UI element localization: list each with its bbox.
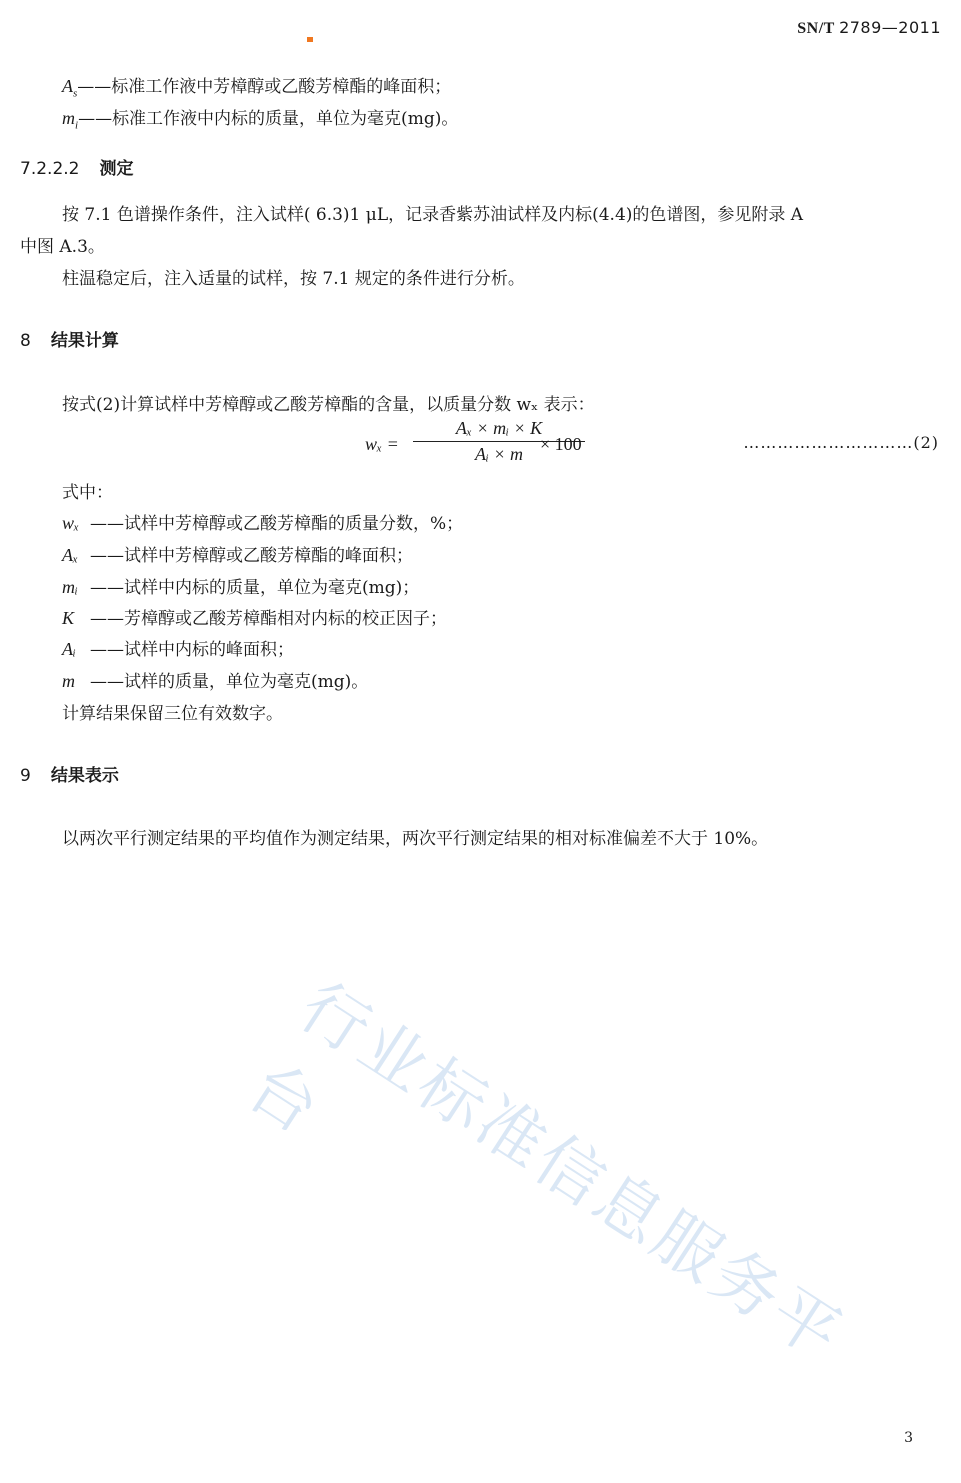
heading-7222 <box>20 154 133 179</box>
heading-9 <box>20 761 119 786</box>
result-note: 计算结果保留三位有效数字。 <box>62 704 283 724</box>
heading-number: 9 <box>20 766 31 786</box>
def-row <box>62 509 463 534</box>
sym-as: $A_s$ <box>62 76 78 100</box>
def-symbol: Aᵢ <box>62 639 76 659</box>
def-top-as <box>62 72 451 100</box>
heading-title: 结果计算 <box>50 331 119 351</box>
def-text: ——试样的质量，单位为毫克(mg)。 <box>90 672 369 692</box>
watermark: 行业标准信息服务平台 <box>234 967 857 1376</box>
orange-marker <box>307 37 313 42</box>
paragraph: 按式(2)计算试样中芳樟醇或乙酸芳樟酯的含量，以质量分数 wₓ 表示： <box>62 395 595 415</box>
code-prefix: SN/T <box>797 20 835 37</box>
def-row <box>62 573 419 598</box>
def-text: ——标准工作液中内标的质量，单位为毫克(mg)。 <box>78 109 459 129</box>
heading-number: 7.2.2.2 <box>20 159 80 179</box>
def-text: ——试样中内标的峰面积； <box>90 640 294 660</box>
where-label: 式中： <box>62 483 113 503</box>
heading-8 <box>20 326 119 351</box>
def-symbol: wₓ <box>62 513 80 533</box>
heading-title: 测定 <box>99 159 134 179</box>
def-text: ——标准工作液中芳樟醇或乙酸芳樟酯的峰面积； <box>77 77 452 97</box>
def-symbol: Aₓ <box>62 545 79 565</box>
heading-title: 结果表示 <box>50 766 119 786</box>
formula-lhs: wₓ = <box>365 434 399 454</box>
def-symbol: m <box>62 671 75 691</box>
heading-number: 8 <box>20 331 31 351</box>
def-text: ——芳樟醇或乙酸芳樟酯相对内标的校正因子； <box>90 609 447 629</box>
def-symbol: K <box>62 608 75 628</box>
paragraph-line: 按 7.1 色谱操作条件，注入试样( 6.3)1 μL，记录香紫苏油试样及内标(4.4)的色谱图，参见附录 A <box>62 205 804 225</box>
def-row <box>62 604 447 629</box>
formula-denominator: Aᵢ × m <box>475 444 523 464</box>
def-row <box>62 541 413 566</box>
formula-numerator: Aₓ × mᵢ × K <box>413 418 585 442</box>
paragraph-line: 中图 A.3。 <box>20 237 105 257</box>
page-number: 3 <box>904 1430 913 1446</box>
code-number: 2789—2011 <box>839 18 941 37</box>
def-row <box>62 635 294 660</box>
def-text: ——试样中芳樟醇或乙酸芳樟酯的峰面积； <box>90 546 413 566</box>
paragraph: 柱温稳定后，注入适量的试样，按 7.1 规定的条件进行分析。 <box>62 269 525 289</box>
equation-number: …………………………(2) <box>743 433 939 452</box>
sym-mi: $m_i$ <box>62 108 79 132</box>
paragraph: 以两次平行测定结果的平均值作为测定结果，两次平行测定结果的相对标准偏差不大于 10%。 <box>62 829 769 849</box>
def-row <box>62 667 368 692</box>
formula-tail: × 100 <box>540 434 582 454</box>
def-symbol: mᵢ <box>62 577 78 597</box>
def-text: ——试样中内标的质量，单位为毫克(mg)； <box>90 578 420 598</box>
def-text: ——试样中芳樟醇或乙酸芳樟酯的质量分数，%； <box>90 514 464 534</box>
def-top-mi <box>62 104 458 132</box>
standard-code <box>797 18 941 38</box>
